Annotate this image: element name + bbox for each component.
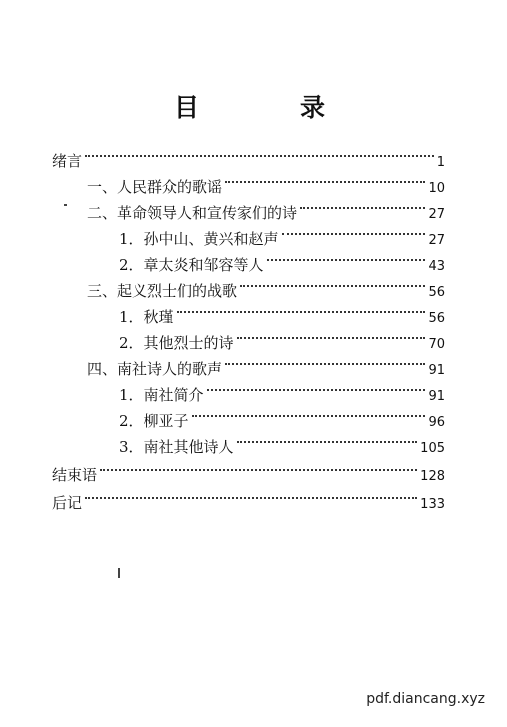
toc-entry-page: 96 bbox=[428, 415, 445, 430]
scan-speck bbox=[64, 204, 67, 206]
toc-entry bbox=[119, 322, 445, 352]
toc-entry-label: 2．章太炎和邹容等人 bbox=[119, 256, 264, 274]
toc-entry-label: 二、革命领导人和宣传家们的诗 bbox=[87, 204, 298, 222]
toc-entry-page: 105 bbox=[420, 441, 445, 456]
leader-dots bbox=[300, 192, 425, 218]
toc-entry-page: 91 bbox=[428, 389, 445, 404]
leader-dots bbox=[85, 482, 417, 508]
toc-entry-page: 56 bbox=[428, 285, 445, 300]
leader-dots bbox=[192, 400, 426, 426]
toc-entry-label: 三、起义烈士们的战歌 bbox=[87, 282, 238, 300]
toc-entry-page: 1 bbox=[436, 155, 445, 170]
toc-entry bbox=[119, 296, 445, 326]
leader-dots bbox=[100, 454, 417, 480]
leader-dots bbox=[225, 348, 425, 374]
toc-entry-page: 133 bbox=[420, 497, 445, 512]
toc-entry-label: 2．柳亚子 bbox=[119, 412, 189, 430]
toc-entry bbox=[52, 482, 445, 512]
toc-entry-label: 3．南社其他诗人 bbox=[119, 438, 234, 456]
toc-entry bbox=[87, 166, 445, 196]
leader-dots bbox=[237, 426, 418, 452]
watermark: pdf.diancang.xyz bbox=[366, 691, 485, 707]
toc-entry-page: 56 bbox=[428, 311, 445, 326]
leader-dots bbox=[225, 166, 425, 192]
toc-entry-page: 10 bbox=[428, 181, 445, 196]
leader-dots bbox=[240, 270, 425, 296]
toc-entry bbox=[87, 192, 445, 222]
toc-entry bbox=[119, 400, 445, 430]
leader-dots bbox=[282, 218, 426, 244]
toc-entry bbox=[119, 244, 445, 274]
toc-entry bbox=[52, 140, 445, 170]
toc-entry bbox=[119, 426, 445, 456]
leader-dots bbox=[207, 374, 426, 400]
toc-entry bbox=[52, 454, 445, 484]
toc-entry-label: 绪言 bbox=[52, 152, 83, 170]
toc-entry-label: 后记 bbox=[52, 494, 83, 512]
toc-entry-page: 27 bbox=[428, 207, 445, 222]
toc-entry bbox=[119, 218, 445, 248]
toc-entry bbox=[119, 374, 445, 404]
toc-entry-label: 1．南社简介 bbox=[119, 386, 204, 404]
toc-entry-page: 128 bbox=[420, 469, 445, 484]
toc-entry-page: 27 bbox=[428, 233, 445, 248]
leader-dots bbox=[237, 322, 426, 348]
leader-dots bbox=[267, 244, 426, 270]
scan-speck bbox=[118, 568, 120, 578]
toc-entry-page: 70 bbox=[428, 337, 445, 352]
toc-entry-label: 四、南社诗人的歌声 bbox=[87, 360, 223, 378]
toc-entry-page: 43 bbox=[428, 259, 445, 274]
toc-entry bbox=[87, 348, 445, 378]
toc-entry-label: 一、人民群众的歌谣 bbox=[87, 178, 223, 196]
toc-entry-label: 2．其他烈士的诗 bbox=[119, 334, 234, 352]
toc-entry-label: 1．秋瑾 bbox=[119, 308, 174, 326]
toc-entry-page: 91 bbox=[428, 363, 445, 378]
toc-entry bbox=[87, 270, 445, 300]
page-title: 目 录 bbox=[173, 93, 363, 122]
leader-dots bbox=[85, 140, 434, 166]
toc-entry-label: 结束语 bbox=[52, 466, 98, 484]
leader-dots bbox=[177, 296, 426, 322]
toc-entry-label: 1．孙中山、黄兴和赵声 bbox=[119, 230, 279, 248]
